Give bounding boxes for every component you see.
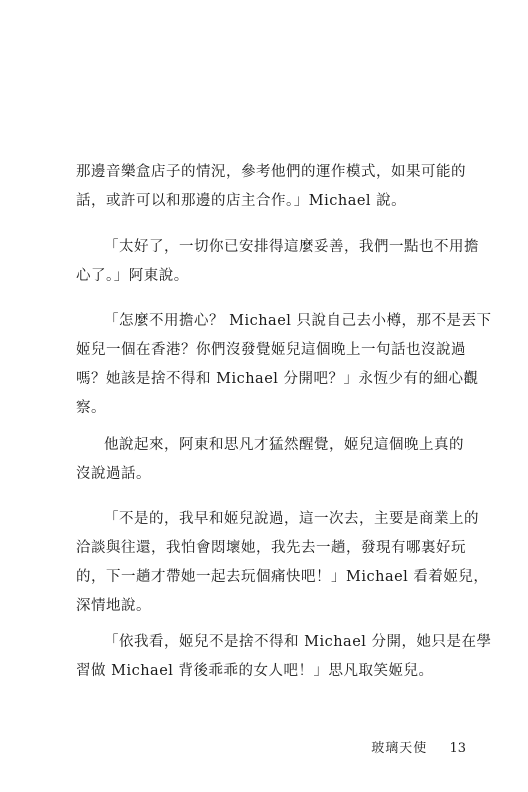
text-line: 「怎麼不用擔心？ Michael 只說自己去小樽，那不是丟下 bbox=[104, 313, 492, 329]
paragraph-1 bbox=[76, 158, 466, 216]
paragraph-3 bbox=[76, 307, 492, 423]
text-line: 那邊音樂盒店子的情況，參考他們的運作模式，如果可能的 bbox=[76, 164, 466, 180]
page-number: 13 bbox=[449, 741, 466, 756]
text-line: 「不是的，我早和姬兒說過，這一次去，主要是商業上的 bbox=[104, 511, 479, 527]
text-line: 深情地說。 bbox=[76, 598, 151, 614]
text-line: 習做 Michael 背後乖乖的女人吧！」思凡取笑姬兒。 bbox=[76, 663, 434, 679]
text-line: 「太好了，一切你已安排得這麼妥善，我們一點也不用擔 bbox=[104, 239, 479, 255]
page-footer bbox=[371, 737, 466, 756]
text-line: 沒說過話。 bbox=[76, 466, 151, 482]
text-line: 他說起來，阿東和思凡才猛然醒覺，姬兒這個晚上真的 bbox=[104, 437, 464, 453]
text-line: 心了。」阿東說。 bbox=[76, 268, 189, 284]
text-line: 洽談與往還，我怕會悶壞她，我先去一趟，發現有哪裏好玩 bbox=[76, 540, 466, 556]
paragraph-5 bbox=[76, 505, 489, 621]
text-line: 姬兒一個在香港？你們沒發覺姬兒這個晚上一句話也沒說過 bbox=[76, 342, 466, 358]
text-line: 的，下一趟才帶她一起去玩個痛快吧！」Michael 看着姬兒， bbox=[76, 569, 489, 585]
text-line: 「依我看，姬兒不是捨不得和 Michael 分開，她只是在學 bbox=[104, 634, 492, 650]
paragraph-4 bbox=[76, 431, 466, 489]
paragraph-2 bbox=[76, 233, 479, 291]
running-title: 玻璃天使 bbox=[371, 741, 428, 756]
paragraph-6 bbox=[76, 628, 492, 686]
text-line: 嗎？她該是捨不得和 Michael 分開吧？」永恆少有的細心觀 bbox=[76, 371, 479, 387]
text-line: 察。 bbox=[76, 400, 106, 416]
text-line: 話，或許可以和那邊的店主合作。」Michael 說。 bbox=[76, 193, 407, 209]
